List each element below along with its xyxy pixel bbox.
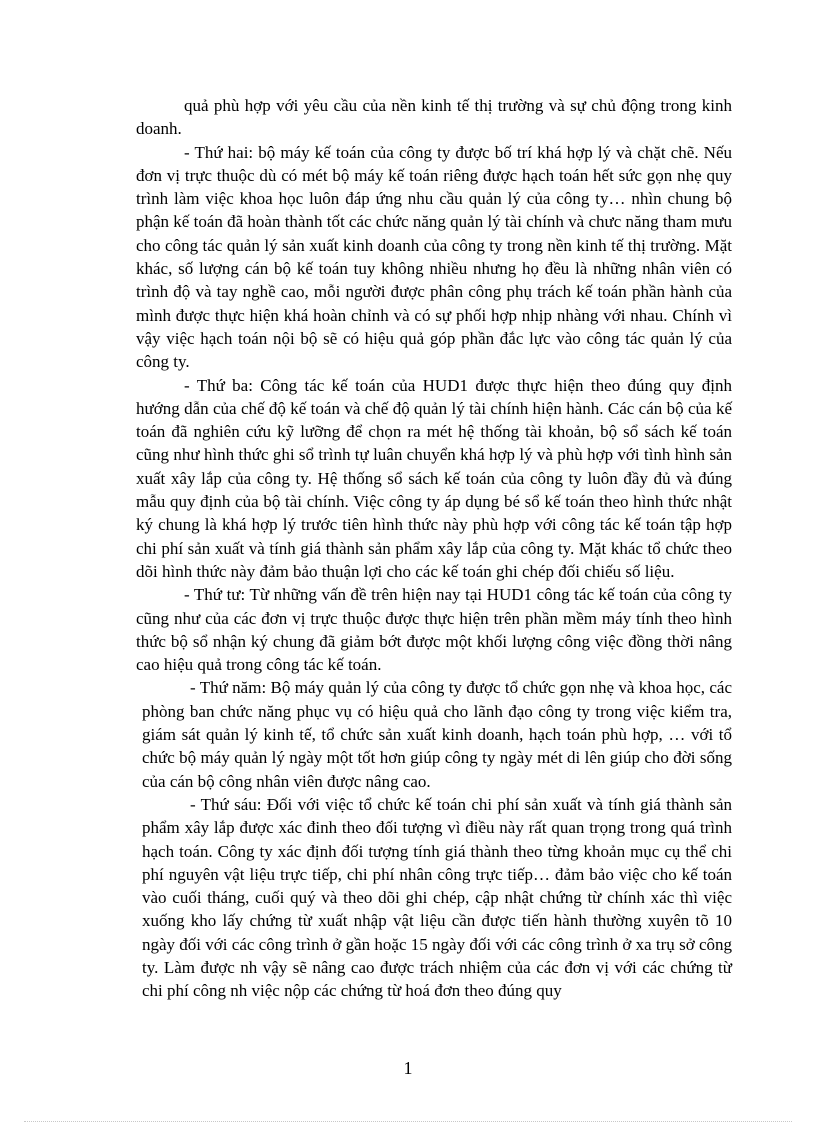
page-bottom-divider: [24, 1121, 792, 1122]
paragraph-intro-continuation: quả phù hợp với yêu cầu của nền kinh tế thị trường và sự chủ động trong kinh doanh.: [136, 96, 732, 139]
paragraph-thu-nam: - Thứ năm: Bộ máy quản lý của công ty được tổ chức gọn nhẹ và khoa học, các phòng ban chức năng phục vụ có hiệu quả cho lãnh đạo công ty trong việc kiểm tra, giám sát quản lý kinh tế, tổ chức sản xuất kinh doanh, hạch toán phù hợp, … với tổ chức bộ máy quản lý ngày một tốt hơn giúp công ty ngày mét di lên giúp cho đời sống của cán bộ công nhân viên được nâng cao.: [142, 678, 732, 791]
paragraph-thu-hai: - Thứ hai: bộ máy kế toán của công ty được bố trí khá hợp lý và chặt chẽ. Nếu đơn vị trực thuộc dù có mét bộ máy kế toán riêng được hạch toán hết sức gọn nhẹ quy trình làm việc khoa học luôn đáp ứng nhu cầu quản lý của công ty… nhìn chung bộ phận kế toán đã hoàn thành tốt các chức năng quản lý tài chính và chưc năng tham mưu cho công tác quản lý sản xuất kinh doanh của công ty trong nền kinh tế thị trường. Mặt khác, số lượng cán bộ kế toán tuy không nhiều nhưng họ đều là những nhân viên có trình độ và tay nghề cao, mỗi người được phân công phụ trách kế toán phần hành của mình được thực hiện khá hoàn chỉnh và có sự phối hợp nhịp nhàng với nhau. Chính vì vậy việc hạch toán nội bộ sẽ có hiệu quả góp phần đắc lực vào công tác quản lý của công ty.: [136, 142, 733, 372]
page-number: 1: [403, 1058, 413, 1078]
paragraph-thu-ba: - Thứ ba: Công tác kế toán của HUD1 được thực hiện theo đúng quy định hướng dẫn của chế độ kế toán và chế độ quản lý tài chính hiện hành. Các cán bộ của kế toán đã nghiên cứu kỹ lưỡng để chọn ra mét hệ thống tài khoản, bộ sổ sách kế toán cũng như hình thức ghi sổ trình tự luân chuyển khá hợp lý và phù hợp với tình hình sản xuất xây lắp của công ty. Hệ thống sổ sách kế toán của công ty luôn đầy đủ và đúng mẫu quy định của bộ tài chính. Việc công ty áp dụng bé sổ kế toán theo hình thức nhật ký chung là khá hợp lý trước tiên hình thức này phù hợp với công tác kế toán tập hợp chi phí sản xuất và tính giá thành sản phẩm xây lắp của công ty. Mặt khác tổ chức theo dõi hình thức này đảm bảo thuận lợi cho các kế toán ghi chép đối chiếu số liệu.: [136, 375, 732, 581]
document-body: [136, 94, 732, 1003]
paragraph-thu-sau: - Thứ sáu: Đối với việc tổ chức kế toán chi phí sản xuất và tính giá thành sản phẩm xây lắp được xác đinh theo đối tượng vì điều này rất quan trọng trong quá trình hạch toán. Công ty xác định đối tượng tính giá thành theo từng khoản mục cụ thể chi phí nguyên vật liệu trực tiếp, chi phí nhân công trực tiếp… đảm bảo việc cho kế toán vào cuối tháng, cuối quý và theo dõi ghi chép, cập nhật chứng từ chính xác thì việc xuống kho lấy chứng từ xuất nhập vật liệu cần được tiến hành thường xuyên tõ 10 ngày đối với các công trình ở gần hoặc 15 ngày đối với các công trình ở xa trụ sở công ty. Làm được nh vậy sẽ nâng cao được trách nhiệm của các đơn vị với các chứng từ chi phí công nh việc nộp các chứng từ hoá đơn theo đúng quy: [142, 794, 732, 1001]
paragraph-thu-tu: - Thứ tư: Từ những vấn đề trên hiện nay tại HUD1 công tác kế toán của công ty cũng như của các đơn vị trực thuộc được thực hiện trên phần mềm máy tính theo hình thức bộ sổ nhận ký chung đã giảm bớt được một khối lượng công việc đồng thời nâng cao hiệu quả trong công tác kế toán.: [136, 585, 732, 675]
